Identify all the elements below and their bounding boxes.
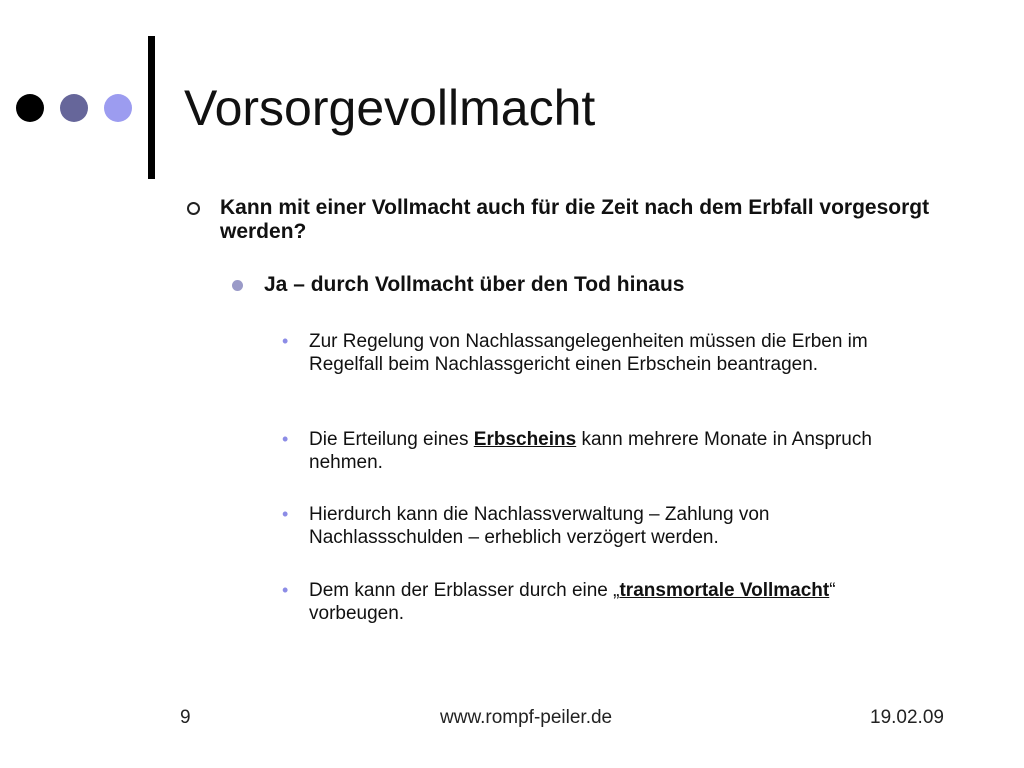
list-item-text bbox=[309, 428, 919, 474]
decorative-dot-black bbox=[16, 94, 44, 122]
list-item-text: Hierdurch kann die Nachlassverwaltung – Zahlung von Nachlassschulden – erheblich verzögert werden. bbox=[309, 504, 770, 548]
list-item-text-post: kann mehrere Monate in Anspruch nehmen. bbox=[309, 429, 872, 473]
filled-bullet-icon bbox=[232, 280, 243, 291]
list-item-text-pre: Die Erteilung eines bbox=[309, 429, 474, 450]
decorative-dot-slate bbox=[60, 94, 88, 122]
title-divider-bar bbox=[148, 36, 155, 179]
question-text: Kann mit einer Vollmacht auch für die Zeit nach dem Erbfall vorgesorgt werden? bbox=[220, 196, 930, 243]
footer-date: 19.02.09 bbox=[870, 707, 944, 728]
slide-title: Vorsorgevollmacht bbox=[184, 80, 596, 136]
answer-text: Ja – durch Vollmacht über den Tod hinaus bbox=[264, 273, 685, 296]
list-item-text-post: “ vorbeugen. bbox=[309, 580, 836, 624]
bullet-icon: • bbox=[282, 504, 289, 524]
bullet-icon: • bbox=[282, 429, 289, 449]
bullet-icon: • bbox=[282, 331, 289, 351]
decorative-dot-lavender bbox=[104, 94, 132, 122]
erbschein-link[interactable]: Erbscheins bbox=[473, 429, 577, 450]
transmortale-vollmacht-link[interactable]: transmortale Vollmacht bbox=[619, 580, 830, 601]
list-item-text: Zur Regelung von Nachlassangelegenheiten müssen die Erben im Regelfall beim Nachlassgericht einen Erbschein beantragen. bbox=[309, 331, 868, 375]
list-item-text bbox=[309, 579, 919, 625]
page-number: 9 bbox=[180, 707, 191, 728]
hollow-bullet-icon bbox=[187, 202, 200, 215]
list-item-text-pre: Dem kann der Erblasser durch eine „ bbox=[309, 580, 620, 601]
bullet-icon: • bbox=[282, 580, 289, 600]
footer-url: www.rompf-peiler.de bbox=[440, 707, 613, 728]
